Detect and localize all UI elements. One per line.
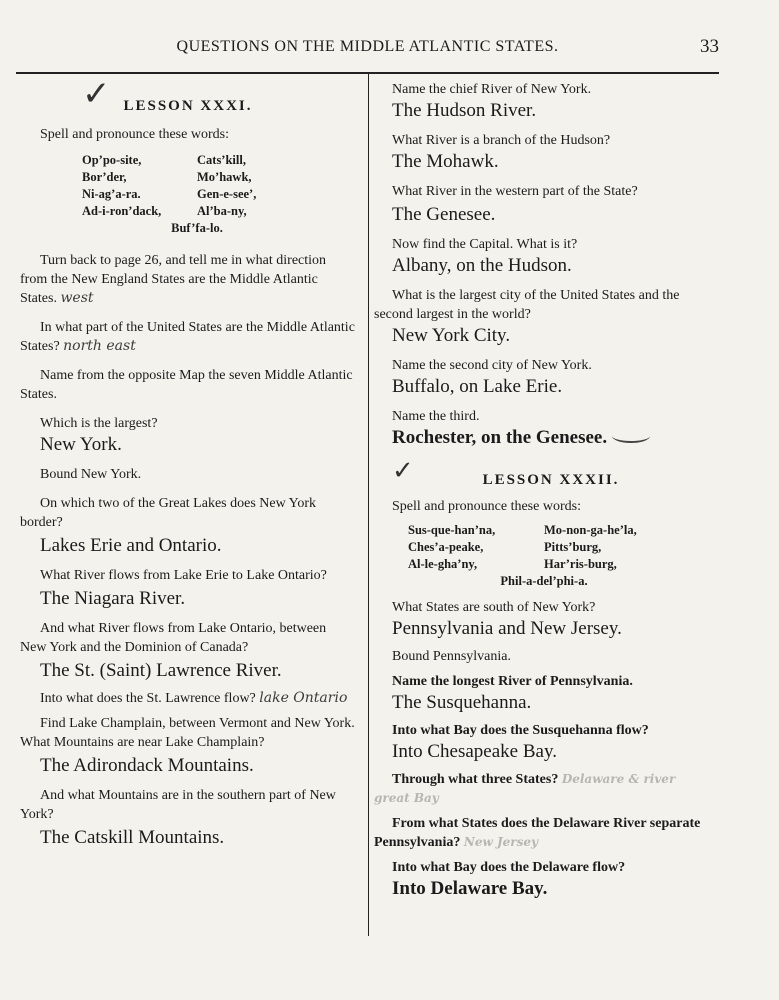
question: Name the longest River of Pennsylvania. (392, 674, 633, 689)
question: And what River flows from Lake Ontario, between New York and the Dominion of Canada? (20, 621, 327, 655)
question: Now find the Capital. What is it? (392, 237, 578, 252)
spelling-word: Phil-a-del’phi-a. (500, 574, 588, 588)
answer: The St. (Saint) Lawrence River. (40, 660, 282, 681)
question: On which two of the Great Lakes does New York border? (20, 496, 317, 530)
question (20, 689, 356, 708)
answer: Albany, on the Hudson. (392, 255, 572, 276)
spelling-word: Al-le-gha’ny, (408, 557, 478, 571)
spelling-word: Op’po-site, (82, 153, 142, 167)
answer: Buffalo, on Lake Erie. (392, 376, 563, 397)
answer: Lakes Erie and Ontario. (40, 535, 222, 556)
question (374, 770, 708, 808)
answer: New York City. (392, 325, 511, 346)
lesson-title: LESSON XXXII. (482, 472, 620, 488)
spelling-word: Sus-que-han’na, (408, 523, 496, 537)
spelling-word: Har’ris-burg, (544, 557, 617, 571)
answer (392, 426, 708, 450)
spell-instruction: Spell and pronounce these words: (40, 127, 229, 142)
lesson-title: LESSON XXXI. (123, 98, 253, 114)
answer: The Niagara River. (40, 588, 186, 609)
spelling-word: Pitts’burg, (544, 540, 602, 554)
answer: The Susquehanna. (392, 692, 532, 713)
question: Bound Pennsylvania. (392, 649, 511, 664)
question (374, 814, 708, 852)
spelling-word: Ches’a-peake, (408, 540, 484, 554)
question-text: From what States does the Delaware River separate Pennsylvania? (374, 816, 701, 850)
question-text: Turn back to page 26, and tell me in what direction from the New England States are the Middle Atlantic States. (20, 253, 327, 306)
question: Bound New York. (40, 467, 142, 482)
answer: Into Chesapeake Bay. (392, 741, 557, 762)
spelling-word: Mo’hawk, (197, 170, 252, 184)
spelling-word-list (82, 152, 312, 237)
check-mark-icon: ✓ (392, 456, 416, 486)
handwritten-answer: Delaware & river great Bay (374, 772, 676, 805)
question: Name from the opposite Map the seven Middle Atlantic States. (20, 368, 353, 402)
question: And what Mountains are in the southern part of New York? (20, 788, 336, 822)
question: Find Lake Champlain, between Vermont and New York. What Mountains are near Lake Champlain? (20, 716, 355, 750)
answer: The Adirondack Mountains. (40, 755, 254, 776)
spelling-word: Ni-ag’a-ra. (82, 187, 141, 201)
answer: The Mohawk. (392, 151, 499, 172)
answer-text: Rochester, on the Genesee. (392, 427, 608, 448)
answer: Pennsylvania and New Jersey. (392, 618, 622, 639)
answer: Into Delaware Bay. (392, 878, 548, 899)
question: Name the third. (392, 409, 480, 424)
question: Into what Bay does the Delaware flow? (392, 860, 626, 875)
spelling-word-list (408, 522, 680, 590)
handwritten-answer: New Jersey (463, 835, 538, 849)
question-text: Into what does the St. Lawrence flow? (40, 691, 256, 706)
question: Into what Bay does the Susquehanna flow? (392, 723, 649, 738)
column-divider (368, 74, 369, 936)
spelling-word: Ad-i-ron’dack, (82, 204, 162, 218)
question: What River in the western part of the State? (392, 184, 638, 199)
page-number: 33 (700, 36, 719, 57)
answer: The Hudson River. (392, 100, 537, 121)
question-text: In what part of the United States are the Middle Atlantic States? (20, 320, 355, 354)
question: Which is the largest? (40, 416, 158, 431)
spelling-word: Cats’kill, (197, 153, 246, 167)
spell-instruction: Spell and pronounce these words: (392, 499, 581, 514)
lesson-heading (20, 74, 356, 115)
spelling-word: Bor’der, (82, 170, 127, 184)
right-column (374, 80, 708, 901)
question (20, 318, 356, 356)
spelling-word: Mo-non-ga-he’la, (544, 523, 637, 537)
check-mark-icon: ✓ (82, 74, 113, 114)
spelling-word: Buf’fa-lo. (171, 221, 223, 235)
spelling-word: Gen-e-see’, (197, 187, 257, 201)
question: What States are south of New York? (392, 600, 596, 615)
lesson-heading (392, 456, 708, 489)
question-text: Through what three States? (392, 772, 559, 787)
answer: New York. (40, 434, 122, 455)
question: Name the second city of New York. (392, 358, 592, 373)
answer: The Genesee. (392, 204, 496, 225)
question: What is the largest city of the United States and the second largest in the world? (374, 288, 680, 322)
handwritten-answer: west (60, 290, 94, 306)
left-column (20, 74, 356, 850)
question: What River is a branch of the Hudson? (392, 133, 611, 148)
handwritten-answer: lake Ontario (259, 690, 348, 706)
spelling-word: Al’ba-ny, (197, 204, 247, 218)
answer: The Catskill Mountains. (40, 827, 225, 848)
pencil-mark-icon (612, 429, 650, 443)
question: Name the chief River of New York. (392, 82, 592, 97)
handwritten-answer: north east (63, 338, 136, 354)
question (20, 251, 356, 308)
page-header: QUESTIONS ON THE MIDDLE ATLANTIC STATES. (176, 38, 559, 55)
question: What River flows from Lake Erie to Lake Ontario? (40, 568, 327, 583)
